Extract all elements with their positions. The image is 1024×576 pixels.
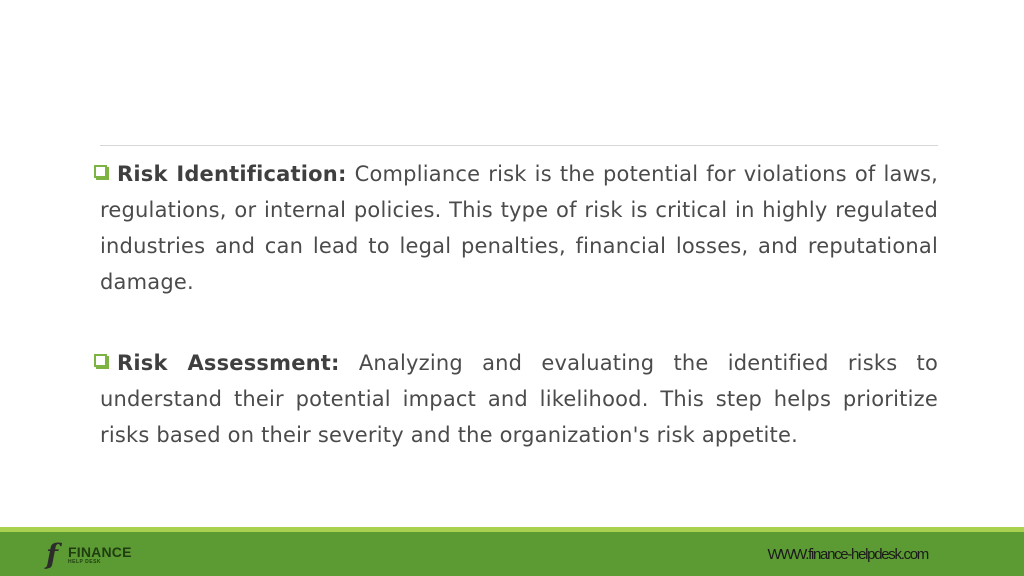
logo-name: FINANCE — [68, 544, 132, 560]
content-area — [100, 156, 938, 453]
logo-subtitle: HELP DESK — [68, 559, 102, 565]
point-risk-assessment — [100, 345, 938, 453]
checkbox-icon — [94, 354, 107, 367]
point-body: Analyzing and evaluating the identified risks to understand their potential impact and likelihood. This step helps prioritize risks based on their severity and the organization's risk appetite. — [100, 351, 938, 447]
website-url: WWW.finance-helpdesk.com — [767, 546, 928, 563]
point-risk-identification — [100, 156, 938, 300]
divider — [100, 145, 938, 146]
checkbox-icon — [94, 165, 107, 178]
footer-bar — [0, 527, 1024, 576]
point-title: Risk Assessment: — [117, 351, 340, 375]
point-title: Risk Identification: — [117, 162, 347, 186]
f-logo-icon: f — [46, 538, 59, 571]
point-body: Compliance risk is the potential for violations of laws, regulations, or internal policies. This type of risk is critical in highly regulated industries and can lead to legal penalties, financial losses, and reputational damage. — [100, 162, 938, 294]
finance-helpdesk-logo — [46, 540, 132, 570]
